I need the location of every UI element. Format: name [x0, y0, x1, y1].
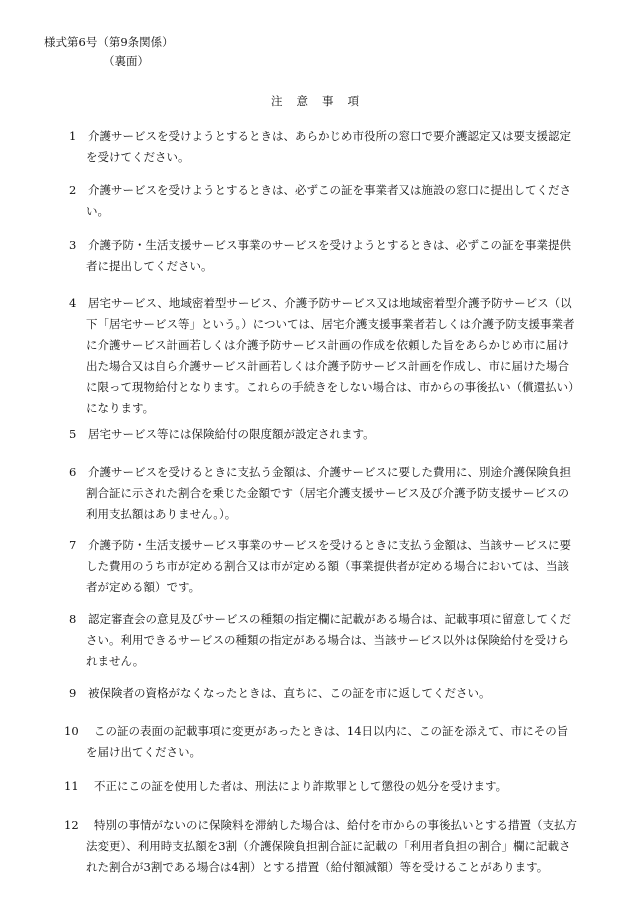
note-line: 介護サービスを受けようとするときは、必ずこの証を事業者又は施設の窓口に提出してくださ [88, 183, 571, 197]
note-line: になります。 [86, 401, 155, 415]
note-line: 介護サービスを受けようとするときは、あらかじめ市役所の窓口で要介護認定又は要支援認定 [88, 129, 571, 143]
note-number: 4 [69, 296, 77, 310]
note-line: 利用支払額はありません。）。 [86, 507, 237, 521]
note-line: れた割合が3割である場合は4割）とする措置（給付額減額）等を受けることがあります。 [86, 860, 549, 874]
note-text [86, 180, 578, 222]
form-number: 様式第6号（第9条関係） [44, 35, 174, 49]
note-line: を届け出てください。 [86, 745, 201, 759]
note-line: 法変更）、利用時支払額を3割（介護保険負担割合証に記載の「利用者負担の割合」欄に記載さ [86, 839, 571, 853]
note-line: 居宅サービス等には保険給付の限度額が設定されます。 [88, 427, 375, 441]
note-line: れません。 [86, 654, 145, 668]
note-line: 特別の事情がないのに保険料を滞納した場合は、給付を市からの事後払いとする措置（支払方 [94, 818, 577, 832]
note-text [86, 535, 578, 598]
note-line: さい。利用できるサービスの種類の指定がある場合は、当該サービス以外は保険給付を受けら [86, 633, 569, 647]
note-number: 10 [64, 724, 79, 738]
note-number: 8 [69, 612, 77, 626]
note-line: 被保険者の資格がなくなったときは、直ちに、この証を市に返してください。 [88, 686, 491, 700]
note-text [86, 462, 578, 525]
note-line: 下「居宅サービス等」という。）については、居宅介護支援事業者若しくは介護予防支援事業者 [86, 317, 575, 331]
note-line: に介護サービス計画若しくは介護予防サービス計画の作成を依頼した旨をあらかじめ市に届け [86, 338, 569, 352]
note-text [86, 721, 578, 763]
note-number: 11 [64, 779, 79, 793]
note-number: 2 [69, 183, 77, 197]
page-title: 注意事項 [271, 94, 373, 108]
note-text [86, 609, 578, 672]
note-line: 介護サービスを受けるときに支払う金額は、介護サービスに要した費用に、別途介護保険負担 [88, 465, 571, 479]
note-number: 9 [69, 686, 77, 700]
note-line: この証の表面の記載事項に変更があったときは、14日以内に、この証を添えて、市にその旨 [94, 724, 569, 738]
note-line: 割合証に示された割合を乗じた金額です（居宅介護支援サービス及び介護予防支援サービスの [86, 486, 569, 500]
note-text [92, 776, 578, 797]
note-text [86, 815, 578, 878]
side-label: （裏面） [103, 54, 149, 68]
note-line: に限って現物給付となります。これらの手続きをしない場合は、市からの事後払い（償還払い） [86, 380, 580, 394]
note-text [86, 235, 578, 277]
note-line: 介護予防・生活支援サービス事業のサービスを受けようとするときは、必ずこの証を事業提供 [88, 238, 571, 252]
note-number: 1 [69, 129, 77, 143]
note-text [86, 126, 578, 168]
note-number: 3 [69, 238, 77, 252]
note-line: い。 [86, 204, 109, 218]
note-text [86, 424, 578, 445]
note-line: 者が定める額）です。 [86, 580, 201, 594]
note-number: 12 [64, 818, 79, 832]
note-text [86, 683, 578, 704]
note-number: 5 [69, 427, 77, 441]
note-line: 認定審査会の意見及びサービスの種類の指定欄に記載がある場合は、記載事項に留意してくだ [88, 612, 571, 626]
note-line: した費用のうち市が定める割合又は市が定める額（事業提供者が定める場合においては、当該 [86, 559, 569, 573]
note-number: 6 [69, 465, 77, 479]
note-line: 不正にこの証を使用した者は、刑法により詐欺罪として懲役の処分を受けます。 [94, 779, 508, 793]
note-number: 7 [69, 538, 77, 552]
note-line: 出た場合又は自ら介護サービス計画若しくは介護予防サービス計画を作成し、市に届けた場合 [86, 359, 569, 373]
note-text [86, 293, 578, 419]
note-line: 介護予防・生活支援サービス事業のサービスを受けるときに支払う金額は、当該サービスに要 [88, 538, 571, 552]
note-line: 居宅サービス、地域密着型サービス、介護予防サービス又は地域密着型介護予防サービス（以 [88, 296, 572, 310]
note-line: 者に提出してください。 [86, 259, 213, 273]
note-line: を受けてください。 [86, 150, 190, 164]
